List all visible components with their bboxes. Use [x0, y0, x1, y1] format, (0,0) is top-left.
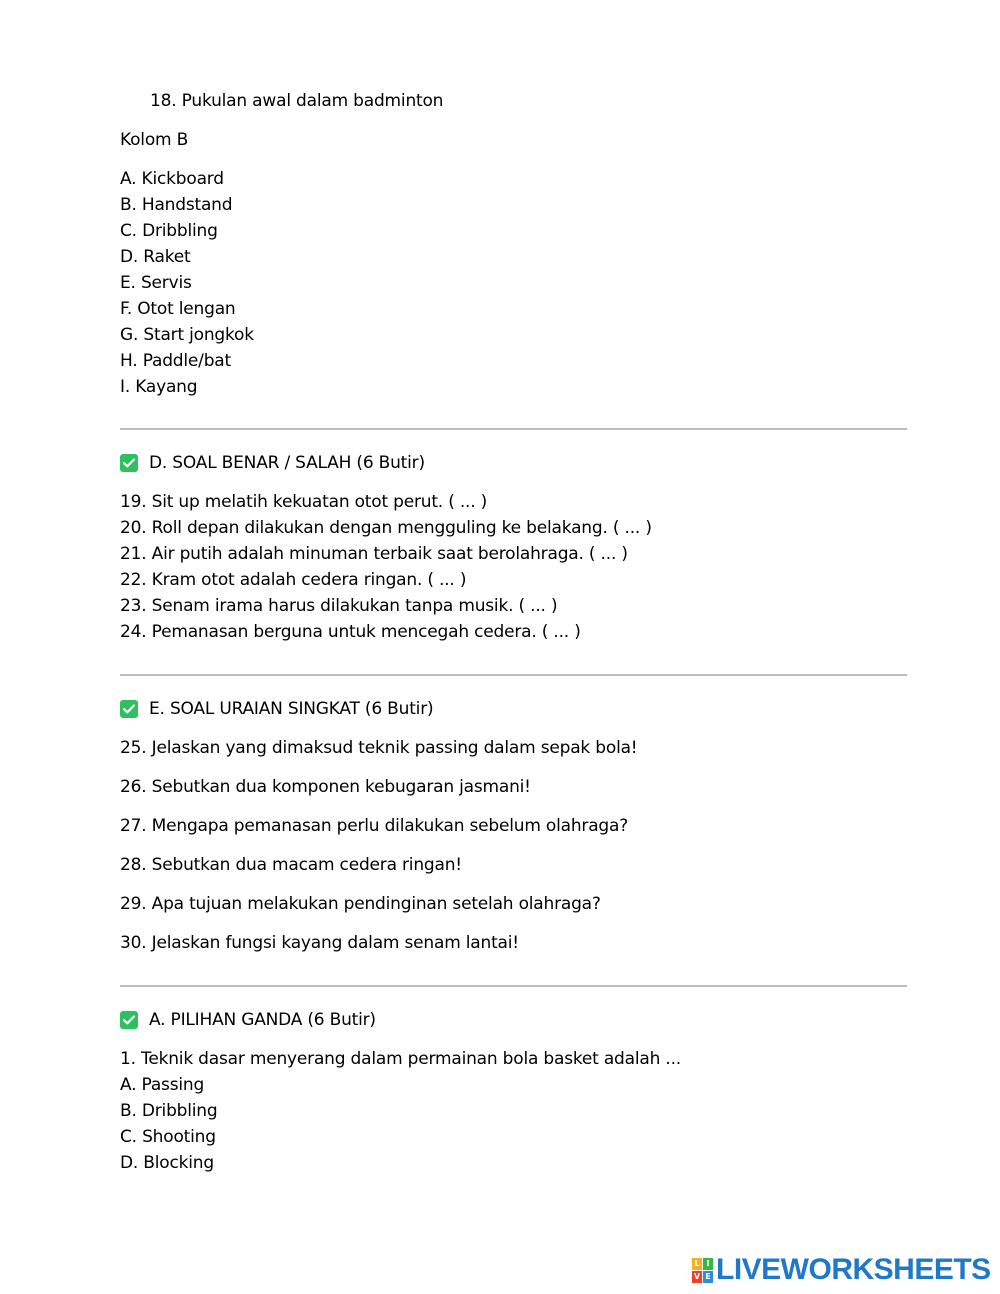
column-b-option: C. Dribbling [120, 221, 218, 241]
column-b-option: G. Start jongkok [120, 325, 254, 345]
essay-question: 29. Apa tujuan melakukan pendinginan setelah olahraga? [120, 894, 601, 914]
brand-name: LIVEWORKSHEETS [716, 1253, 991, 1286]
column-b-list [120, 166, 254, 400]
true-false-item: 20. Roll depan dilakukan dengan mengguling ke belakang. ( ... ) [120, 518, 652, 538]
section-d-heading [120, 450, 425, 476]
answer-option: B. Dribbling [120, 1101, 218, 1121]
column-b-option: E. Servis [120, 273, 192, 293]
answer-option: C. Shooting [120, 1127, 216, 1147]
column-b-option: F. Otot lengan [120, 299, 236, 319]
section-d-title: D. SOAL BENAR / SALAH (6 Butir) [149, 453, 425, 473]
question-text: 1. Teknik dasar menyerang dalam permainan bola basket adalah ... [120, 1049, 681, 1069]
essay-question: 28. Sebutkan dua macam cedera ringan! [120, 855, 462, 875]
essay-question: 27. Mengapa pemanasan perlu dilakukan sebelum olahraga? [120, 816, 629, 836]
section-e-title: E. SOAL URAIAN SINGKAT (6 Butir) [149, 699, 434, 719]
true-false-item: 23. Senam irama harus dilakukan tanpa musik. ( ... ) [120, 596, 558, 616]
check-box-icon [120, 700, 138, 718]
true-false-list [120, 489, 652, 645]
column-b-option: B. Handstand [120, 195, 233, 215]
answer-option: D. Blocking [120, 1153, 214, 1173]
true-false-item: 19. Sit up melatih kekuatan otot perut. ( ... ) [120, 492, 488, 512]
true-false-item: 24. Pemanasan berguna untuk mencegah cedera. ( ... ) [120, 622, 581, 642]
section-divider [120, 428, 907, 430]
true-false-item: 22. Kram otot adalah cedera ringan. ( ... ) [120, 570, 467, 590]
column-b-option: A. Kickboard [120, 169, 224, 189]
essay-question: 30. Jelaskan fungsi kayang dalam senam lantai! [120, 933, 519, 953]
liveworksheets-logo-icon: L I V E [692, 1258, 713, 1283]
column-b-title: Kolom B [120, 130, 189, 150]
true-false-item: 21. Air putih adalah minuman terbaik saat berolahraga. ( ... ) [120, 544, 628, 564]
column-b-option: I. Kayang [120, 377, 198, 397]
matching-item-18: 18. Pukulan awal dalam badminton [150, 91, 444, 111]
essay-question: 25. Jelaskan yang dimaksud teknik passing dalam sepak bola! [120, 738, 638, 758]
section-a-heading [120, 1007, 376, 1033]
section-e-heading [120, 696, 433, 722]
liveworksheets-logo [692, 1253, 991, 1286]
column-b-option: D. Raket [120, 247, 191, 267]
answer-option: A. Passing [120, 1075, 205, 1095]
section-a-title: A. PILIHAN GANDA (6 Butir) [149, 1010, 376, 1030]
multiple-choice-question [120, 1046, 681, 1176]
essay-question: 26. Sebutkan dua komponen kebugaran jasmani! [120, 777, 531, 797]
check-box-icon [120, 454, 138, 472]
section-divider [120, 674, 907, 676]
section-divider [120, 985, 907, 987]
check-box-icon [120, 1011, 138, 1029]
column-b-option: H. Paddle/bat [120, 351, 231, 371]
